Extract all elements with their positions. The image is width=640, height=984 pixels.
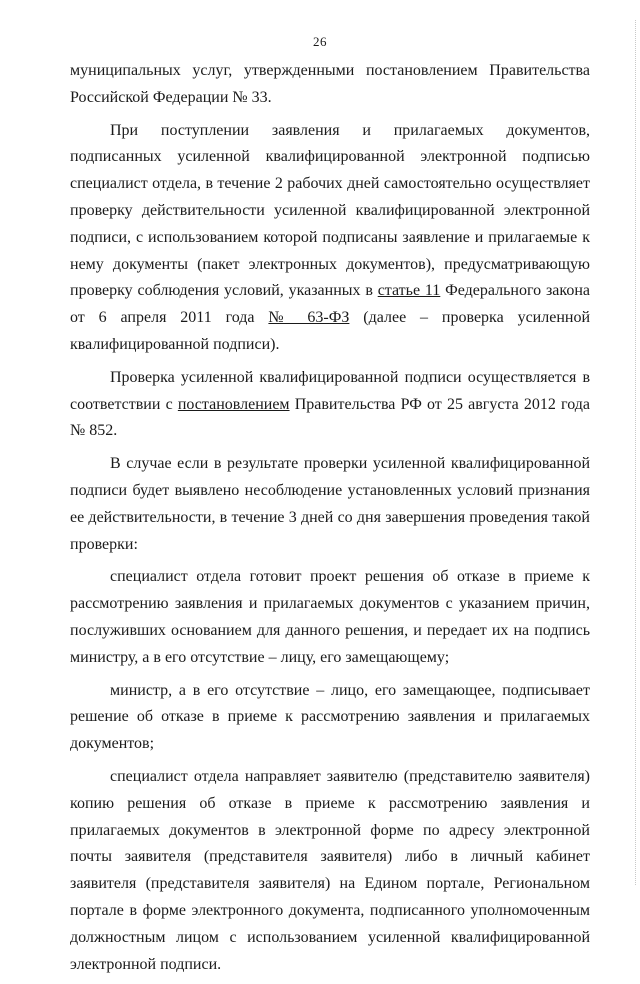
paragraph-text: Федерального закона от 6 апреля 2011 года [70,282,590,327]
paragraph-3 [70,365,590,445]
paragraph-text: специалист отдела готовит проект решения об отказе в приеме к рассмотрению заявления и прилагаемых документов с указанием причин, послуживших основанием для данного решения, и передает их на подпись министру, а в его отсутствие – лицу, его замещающему; [70,568,590,666]
page-number: 26 [313,34,327,49]
paragraph-text: муниципальных услуг, утвержденными постановлением Правительства Российской Федерации № 33. [70,62,590,106]
paragraph-text: (далее – проверка усиленной квалифицированной подписи). [70,309,590,353]
scan-edge-line [634,20,636,885]
paragraph-6 [70,678,590,758]
paragraph-text: специалист отдела направляет заявителю (представителю заявителя) копию решения об отказе в приеме к рассмотрению заявления и прилагаемых документов в электронной форме по адресу электронной почты заявителя (представителя заявителя) либо в личный кабинет заявителя (представителя заявителя) на Едином портале, Региональном портале в форме электронного документа, подписанного уполномоченным должностным лицом с использованием усиленной квалифицированной электронной подписи. [70,767,590,973]
paragraph-text: Правительства РФ от 25 августа 2012 года № 852. [70,395,590,440]
paragraph-text: Проверка усиленной квалифицированной подписи осуществляется в соответствии с [70,368,590,413]
document-body [70,58,590,984]
paragraph-text: министр, а в его отсутствие – лицо, его замещающее, подписывает решение об отказе в приеме к рассмотрению заявления и прилагаемых документов; [70,681,590,753]
paragraph-1 [70,58,590,112]
paragraph-7 [70,764,590,978]
legal-reference-link[interactable]: постановлением [177,395,290,413]
paragraph-5 [70,564,590,671]
paragraph-4 [70,451,590,558]
legal-reference-link[interactable]: статье 11 [377,282,441,300]
legal-reference-link[interactable]: № 63-ФЗ [268,309,350,327]
paragraph-text: При поступлении заявления и прилагаемых документов, подписанных усиленной квалифицированной электронной подписью специалист отдела, в течение 2 рабочих дней самостоятельно осуществляет проверку действительности усиленной квалифицированной электронной подписи, с использованием которой подписаны заявление и прилагаемые к нему документы (пакет электронных документов), предусматривающую проверку соблюдения условий, указанных в [70,121,590,300]
paragraph-text: В случае если в результате проверки усиленной квалифицированной подписи будет выявлено несоблюдение установленных условий признания ее действительности, в течение 3 дней со дня завершения проведения такой проверки: [70,455,590,553]
paragraph-2 [70,118,590,359]
